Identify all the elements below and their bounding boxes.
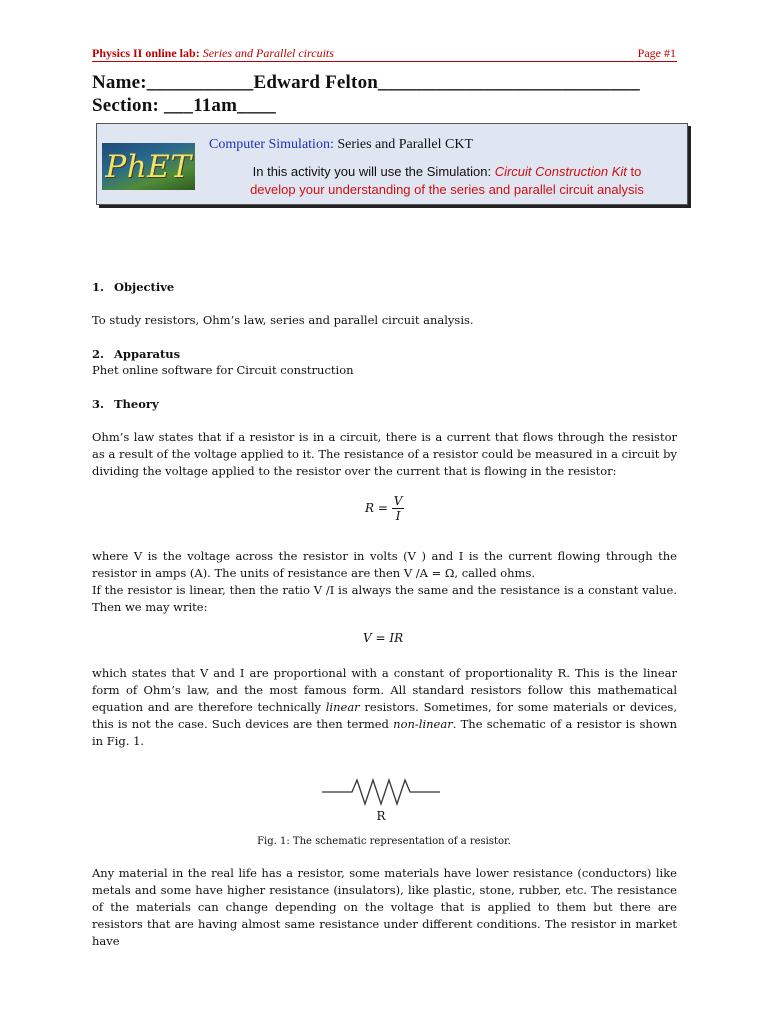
objective-text: To study resistors, Ohm’s law, series and parallel circuit analysis. [92,313,474,327]
section-objective-heading: 1. Objective [92,280,175,294]
section-apparatus-heading: 2. Apparatus [92,347,181,361]
resistor-zigzag [322,780,440,804]
resistor-schematic [322,772,442,822]
theory-paragraph-4: which states that V and I are proportional with a constant of proportionality R. This is the linear form of Ohm’s law, and the most famous form. All standard resistors follow this mathematical equation and are therefore technically linear resistors. Sometimes, for some materials or devices, this is not the case. Such devices are then termed non-linear. The schematic of a resistor is shown in Fig. 1. [92,666,677,748]
header-course: Physics II online lab [92,46,196,60]
running-header-title: Physics II online lab: Series and Parallel circuits [92,46,334,60]
sim-kit-name: Circuit Construction Kit [494,164,627,179]
theory-paragraph-1: Ohm’s law states that if a resistor is in a circuit, there is a current that flows through the resistor as a result of the voltage applied to it. The resistance of a resistor could be measured in a circuit by dividing the voltage applied to the resistor over the current that is flowing in the resistor: [92,430,677,478]
formula-ohm-ratio: R = $\frac{V}{I}$ [365,494,403,523]
resistor-label: R [376,809,386,822]
formula-ohm-law: V = IR [363,631,404,645]
sim-prefix: Computer Simulation: [209,137,334,152]
sim-name: Series and Parallel CKT [333,137,474,152]
header-page-number: Page #1 [637,46,676,60]
phet-logo-text: PhET [105,148,192,185]
student-section-line: Section: ___11am____ [92,95,276,116]
figure-caption: Fig. 1: The schematic representation of a resistor. [257,836,511,847]
theory-paragraph-3: If the resistor is linear, then the ratio V /I is always the same and the resistance is a constant value. Then we may write: [92,583,677,614]
simulation-title [209,137,473,153]
section-theory-heading: 3. Theory [92,397,159,411]
apparatus-text: Phet online software for Circuit construction [92,363,354,377]
simulation-description: In this activity you will use the Simulation: Circuit Construction Kit to develop your understanding of the series and parallel circuit analysis [250,164,644,197]
theory-paragraph-5: Any material in the real life has a resistor, some materials have lower resistance (conductors) like metals and some have higher resistance (insulators), like plastic, stone, rubber, etc. The resistance of the materials can change depending on the voltage that is applied to them but there are resistors that are having almost same resistance under different conditions. The resistor in market have [92,866,677,948]
student-name-line: Name:___________Edward Felton___________________________ [92,72,640,93]
theory-paragraph-2: where V is the voltage across the resistor in volts (V ) and I is the current flowing through the resistor in amps (A). The units of resistance are then V /A = Ω, called ohms. [92,549,677,580]
header-topic: Series and Parallel circuits [202,46,334,60]
header-rule [92,61,677,62]
phet-logo [102,143,195,190]
phet-simulation-box [96,123,688,205]
